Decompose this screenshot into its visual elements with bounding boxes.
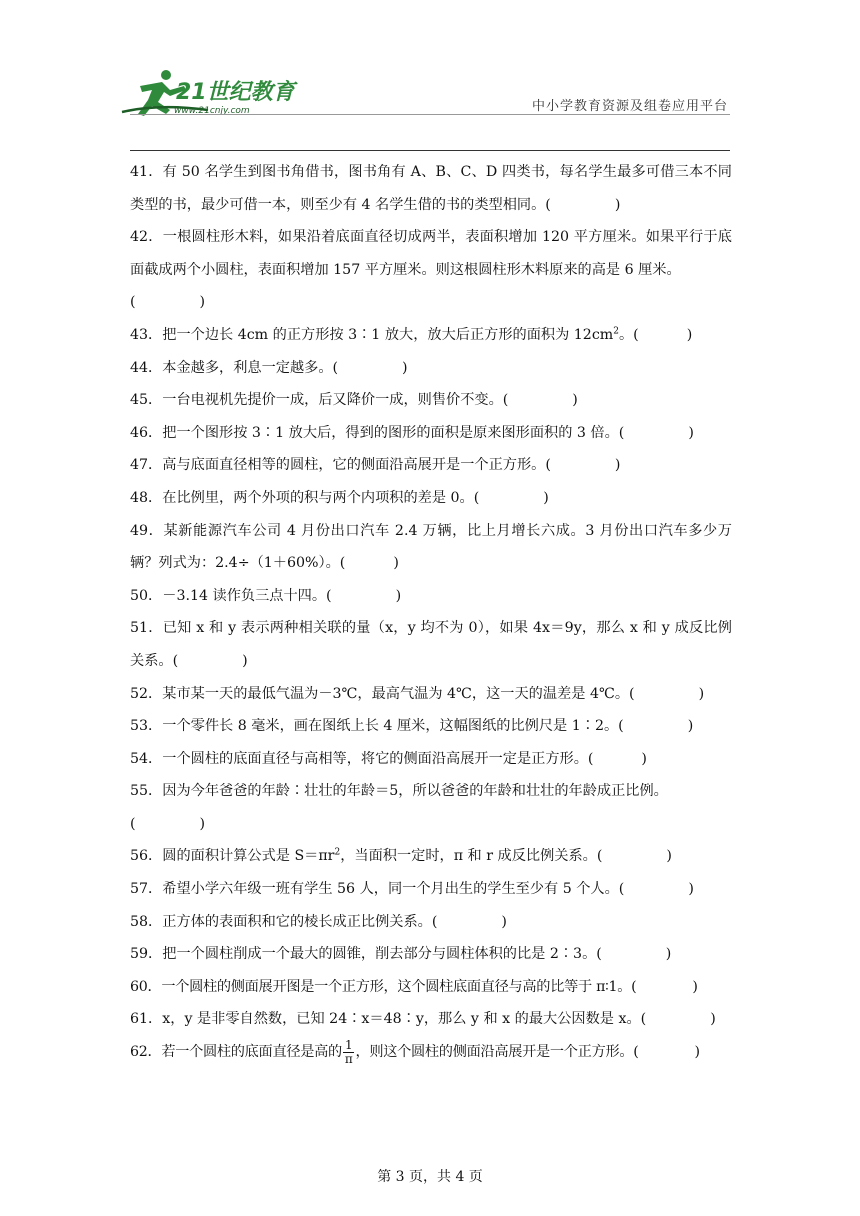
question-list bbox=[130, 156, 732, 1069]
content-top-rule bbox=[130, 150, 730, 151]
page-footer: 第 3 页，共 4 页 bbox=[377, 1169, 483, 1185]
question-53: 53．一个零件长 8 毫米，画在图纸上长 4 厘米，这幅图纸的比例尺是 1∶2。( ) bbox=[130, 718, 694, 735]
question-57: 57．希望小学六年级一班有学生 56 人，同一个月出生的学生至少有 5 个人。( ) bbox=[130, 881, 694, 898]
question-55: 55．因为今年爸爸的年龄∶壮壮的年龄＝5，所以爸爸的年龄和壮壮的年龄成正比例。 ( ) bbox=[130, 783, 668, 832]
question-41: 41．有 50 名学生到图书角借书，图书角有 A、B、C、D 四类书，每名学生最多可借三本不同类型的书，最少可借一本，则至少有 4 名学生借的书的类型相同。( ) bbox=[130, 164, 732, 213]
header-rule bbox=[130, 114, 730, 115]
question-61: 61．x，y 是非零自然数，已知 24∶x＝48∶y，那么 y 和 x 的最大公因数是 x。( ) bbox=[130, 1011, 716, 1028]
page-header bbox=[0, 0, 860, 150]
question-50: 50．－3.14 读作负三点十四。( ) bbox=[130, 587, 402, 604]
question-56: 56．圆的面积计算公式是 $S=\pi r^2$，当面积一定时，π 和 r 成反比例关系。( ) bbox=[130, 847, 672, 865]
question-59: 59．把一个圆柱削成一个最大的圆锥，削去部分与圆柱体积的比是 2∶3。( ) bbox=[130, 946, 672, 963]
question-58: 58．正方体的表面积和它的棱长成正比例关系。( ) bbox=[130, 913, 507, 930]
question-44: 44．本金越多，利息一定越多。( ) bbox=[130, 359, 408, 376]
fraction-one-over-pi: $\frac{1}{\pi}$ bbox=[344, 1037, 353, 1066]
platform-name: 中小学教育资源及组卷应用平台 bbox=[531, 99, 728, 114]
question-42: 42．一根圆柱形木料，如果沿着底面直径切成两半，表面积增加 120 平方厘米。如果平行于底面截成两个小圆柱，表面积增加 157 平方厘米。则这根圆柱形木料原来的高是 6 厘米。 ( ) bbox=[130, 229, 732, 311]
svg-text:www.21cnjy.com: www.21cnjy.com bbox=[174, 106, 250, 116]
question-49: 49．某新能源汽车公司 4 月份出口汽车 2.4 万辆，比上月增长六成。3 月份出口汽车多少万辆？列式为：2.4÷（1＋60%）。( ) bbox=[130, 522, 732, 572]
question-47: 47．高与底面直径相等的圆柱，它的侧面沿高展开是一个正方形。( ) bbox=[130, 457, 621, 474]
question-52: 52．某市某一天的最低气温为－3℃，最高气温为 4℃，这一天的温差是 4℃。( ) bbox=[130, 685, 705, 702]
question-62: 62．若一个圆柱的底面直径是高的 $\frac{1}{\pi}$ ，则这个圆柱的侧面沿高展开是一个正方形。( ) bbox=[130, 1037, 700, 1066]
question-45: 45．一台电视机先提价一成，后又降价一成，则售价不变。( ) bbox=[130, 392, 578, 409]
question-46: 46．把一个图形按 3∶1 放大后，得到的图形的面积是原来图形面积的 3 倍。( ) bbox=[130, 424, 694, 441]
svg-text:21世纪教育: 21世纪教育 bbox=[176, 80, 295, 105]
question-43: 43．把一个边长 4cm 的正方形按 3∶1 放大，放大后正方形的面积为 $12cm^2$。( ) bbox=[130, 326, 693, 343]
question-51: 51．已知 x 和 y 表示两种相关联的量（x，y 均不为 0），如果 4x＝9y，那么 x 和 y 成反比例关系。( ) bbox=[130, 620, 732, 669]
question-54: 54．一个圆柱的底面直径与高相等，将它的侧面沿高展开一定是正方形。( ) bbox=[130, 750, 647, 767]
question-48: 48．在比例里，两个外项的积与两个内项积的差是 0。( ) bbox=[130, 489, 549, 506]
question-60: 60．一个圆柱的侧面展开图是一个正方形，这个圆柱底面直径与高的比等于 π∶1。( ) bbox=[130, 978, 698, 995]
